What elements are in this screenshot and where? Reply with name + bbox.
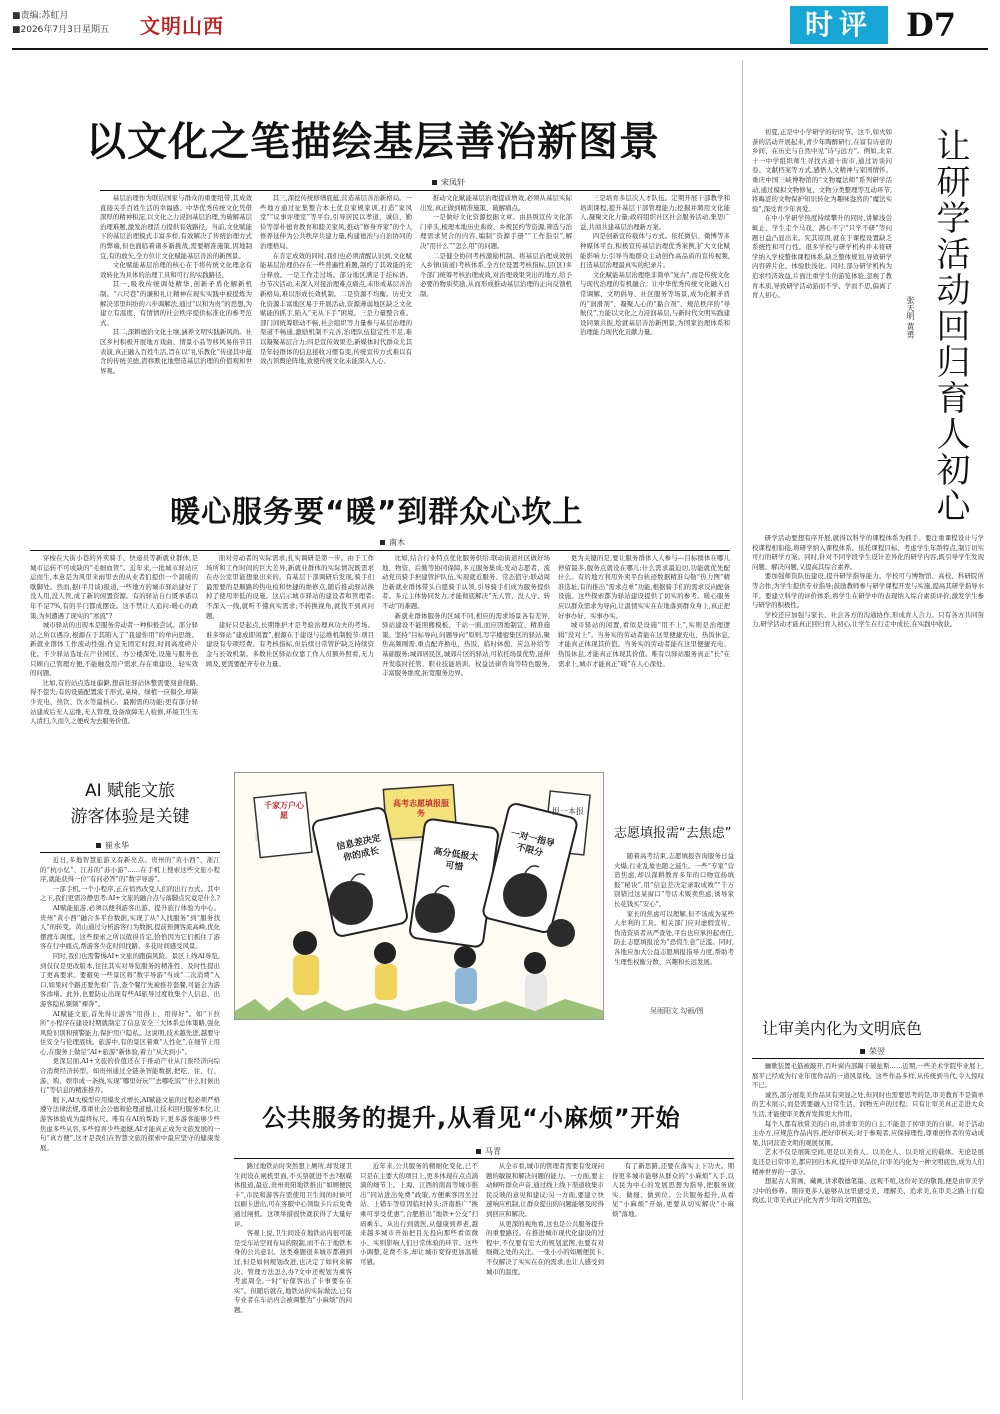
article2-paragraph: 更为关键的是,要让服务群体人人参与—目标群体在哪儿停留最多,服务点就设在哪儿;什么需求最迫切,功能就优先配什么。有的地方利用外卖平台轨迹数据精准勾勒“热力图”精准选址,有的推出“需求点单”功能,根据骑手们的需求反向配备设施。这些探索都为驿站建设提供了切实的参考。暖心服务应以群众需求为导向,让温情实实在在地落到群众身上,真正把好事办好、实事办实。 <box>558 554 730 620</box>
cartoon-phone-right-text: 一对一指导不限分 <box>509 828 556 859</box>
article3-title-line1: AI 赋能文旅 <box>84 781 176 801</box>
article3-paragraph: 一部手机,一个小程序,正在悄然改变人们的出行方式。其中之下,我们更需冷静思考:AI+文旅的融合点与落脚点究竟是什么? <box>40 884 220 903</box>
article5-paragraph: 近年来,公共服务的精细化变化,已不只是在主要大的项目上,更多体现在点点滴滴的细节上。上海、江西的南昌等城市推出“同站进出免费”政策,方便乘客因坐过站、上错车等原因临时掉头;济南推广“换乘可享受优惠”,合肥推出“地铁+公交”扫码乘车。从出行到就医,从健康到养老,越来越多城市开始把目光投向那些看似微小、实则影响人们日常体验的环节。这些小调整,花费不多,却让城市变得更加温暖可感。 <box>360 1162 478 1266</box>
article1-paragraph: 文化赋能基层治理绝非简单“复古”,而是传统文化与现代治理的有机融合。让中华优秀传统文化融入日常调解、文明倡导、社区服务等场景,成为化解矛盾的“润滑剂”、凝聚人心的“黏合剂”、规范秩序的“导航仪”,方能以文化之力浸润基层,与新时代文明实践建设同频共振,绘就基层善治新图景,为国家治理体系和治理能力现代化贡献力量。 <box>580 270 730 337</box>
article4-body <box>614 852 734 1012</box>
article6-paragraph: 要加强师资队伍建设,提升研学指导能力。学校可与博物馆、高校、科研院所等合作,为学生提供专业指导;鼓励教师参与研学课程开发与实施,提高其研学指导水平。要建立科学的评价体系,将学生在研学中的表现纳入综合素质评价,激发学生参与研学的积极性。 <box>752 572 984 610</box>
author-marker-icon <box>380 540 385 545</box>
article3-paragraph: 近日,多地智慧旅游又有新亮点。贵州的“黄小西”、浙江的“杭小忆”、江苏的“苏小游”……在手机上搜索这些文旅小程序,就能获得一位“有问必答”的“数字导游”。 <box>40 856 220 884</box>
article6-column-top <box>752 128 892 530</box>
article2-paragraph: 面对劳动者的实际需求,扎实调研是第一步。由于工作场所和工作时间的巨大差异,新就业群体的实际情况既需求在办公室里能想象出来的。有基层干部调研后发现,骑手们最需要的是顺路的热电检和快捷的维修点,随后推动驿站换掉了使用率低的设施。这启示城市驿站的建设者和管理者:不深入一线,就听不懂真实需求;不转换视角,就找不到真问题。 <box>206 554 374 620</box>
article5-author <box>476 1146 501 1157</box>
cartoon-phone-left-text: 信息差决定你的成长 <box>335 833 382 864</box>
article2-paragraph: 新就业群体服务的区域不同,相应的需求场景各有差异,驿站建设不能照搬模板、千站一面,而应因地制宜、精准施策。坚持“目标导向,问题导向”原则,写字楼密集区的驿站,聚焦高频刚需,重点配齐换电、热饭、临时休憩、应急补给等基础服务;城郊居民区,城郊片区的驿站,可依托场景优势,延伸开发临时托管、职业技能培训、权益法律咨询等特色服务,丰富服务维度,拓宽服务边界。 <box>382 611 550 678</box>
article5-paragraph: 有了新思路,还要在落实上下功夫。期待更多城市能够从群众的“小麻烦”入手,以人民为中心的发展思想为指导,把服务做实、做细、做到位。公共服务提升,从看见“小麻烦”开始,更要从切实解决“小麻烦”落地。 <box>612 1162 734 1218</box>
article7-body <box>752 1062 984 1398</box>
article3-title-line2: 游客体验是关键 <box>70 807 190 827</box>
article2-column-3 <box>382 554 550 764</box>
article7-paragraph: 骊歌装置毛筋被敲开,百叶窗内部踢干破扯斯……近期,一些美术学院毕业展上,展平已经成为行业年度作品的一道风景线。这些作品多样,从传统到当代,令人惊叹不已。 <box>752 1062 984 1090</box>
article2-column-4 <box>558 554 730 764</box>
masthead-logo: 文明山西 <box>140 14 224 38</box>
article2-author-name: 南木 <box>389 538 405 547</box>
article1-paragraph: 四是创新宣传载体与方式。依托微信、微博等多种媒体平台,积极宣传基层治理优秀案例,扩大文化赋能影响力;引导当地群众主动创作高品质的宣传视频,打造基层治理最真实的纪录片。 <box>580 232 730 270</box>
article6-paragraph: 在中小学研学热度持续攀升的同时,讲解浅尝辄止、学生走个马戏、满心不宁“只学不研”等问题日益凸显出来。究其原因,就在于课程设置缺乏系统性和可行性。很多学校与研学机构并未将研学纳入学校整体课程体系,缺乏整体规划,导致研学内容碎片化、体验肤浅化。同时,部分研学机构为追求经济效益,片面注重学生的游览体验,忽视了教育本质,导致研学活动游而不学、学而不思,偏离了育人初心。 <box>752 214 892 300</box>
author-marker-icon <box>96 843 101 848</box>
article1-rule <box>100 190 720 191</box>
header-rule <box>12 48 988 50</box>
article2-title: 暖心服务要“暖”到群众心坎上 <box>170 495 584 530</box>
article7-paragraph: 诚然,部分展览美作品具有突显之处,但同时也需要思考的是,审美教育不是简单的艺术展示,而是需要融入日常生活、润物无声的过程。只有让审美真正走进大众生活,才能使审美教育发挥更大作用。 <box>752 1090 984 1118</box>
article5-column-1 <box>234 1162 352 1398</box>
article5-rule <box>234 1158 734 1159</box>
article1-paragraph: 三是培育多层次人才队伍。定期开展干部教学和培训课程,提升基层干部管理能力;挖掘并聘用文化能人,凝聚文化力量;政府组织社区社会服务活动,集思广益,共商共建基层治理新方案。 <box>580 194 730 231</box>
article1-author <box>432 177 465 188</box>
cartoon-illustration <box>234 772 604 1020</box>
cartoon-sign-left: 千家万户心愿 <box>264 801 304 820</box>
article6-paragraph: 研学活动要想有序开展,就得以科学的课程体系为抓手。要注重课程设计与学校课程相衔接,将研学纳入课程体系。依托课程目标、考虑学生年龄特点,制订切实可行的研学方案。同时,针对不同学段学生设计差异化的研学内容,既引导学生发现问题、解决问题,又提高其综合素养。 <box>752 534 984 571</box>
article1-paragraph: 推动文化赋能基层治理提质增效,必须从基层实际出发,真正做到精准施策、破解痛点。 <box>420 194 572 212</box>
article7-paragraph: 想起古人赏画、藏画,讲求敬德笔墨、远观不喧,这份对美的敬畏,便是由审美学习中的修养。期待更多人能够从这里感受美、理解美、追求美,在审美之路上行稳致远,让审美真正内化为青少年的文明底色。 <box>752 1177 984 1205</box>
article1-column-3 <box>420 194 572 470</box>
cartoon-sign-center: 高考志愿填报服务 <box>393 799 449 818</box>
article1-author-name: 宋凤轩 <box>441 178 465 187</box>
article4-paragraph: 随着高考结束,志愿填报咨询服务日益火爆,行业乱象也随之滋生。一些“专家”营造焦虑,却以深耕教育多年的口吻宣扬填报“秘诀”,用“信息差决定录取成败”“千万别错过这某窗口”等话术贩卖焦虑,诱导家长花钱买“安心”。 <box>614 852 734 908</box>
article1-column-1 <box>100 194 252 470</box>
article3-body <box>40 856 220 1398</box>
article2-author <box>380 537 405 548</box>
article5-column-4 <box>612 1162 734 1398</box>
article2-paragraph: 比如,结合行业特点优化服务供给:联动街道社区做好场地、物资、后勤等协同保障,多元服务集成;发动志愿者、流动党员骑手担建管护队伍,实现就近服务、常态值守;联动周边新就业群体带头自愿骑手认领,引导骑手们成为服务提供者。多元主体协同发力,才能彻底解决“无人管、没人守、转不动”的难题。 <box>382 554 550 610</box>
article5-author-name: 马青 <box>485 1147 501 1156</box>
article5-paragraph: 从全市看,城市的管理者需要有发现问题的敏锐和解决问题的能力。一方面,要主动倾听群众声音,通过线上线下渠道收集市民反映的意见和建议;另一方面,要建立快速响应机制,让群众提出的问题能够及时得到回应和解决。 <box>486 1162 604 1218</box>
article3-paragraph: AI赋能文旅,首先得让游客“用得上、用得好”。如“下拉所”小程序在建设时期就制定了信息安全三大体系总体策略,强化风险识别和预警能力,保护用户隐私。这说明,技术越先进,越要守住安全与伦理底线。旅游中,有的景区着重“人性化”,在细节上用心,在服务上做足“AI+旅游”新体验,着力“从大到小”。 <box>40 1009 220 1056</box>
article3-paragraph: AI赋能旅游,必须以便利游客出游、提升旅行体验为中心。贵州“黄小西”融合多平台数据,实现了从“人找服务”到“服务找人”的转变。黄山通过分析游客行为数据,提前预测客流高峰,优化摆渡车调度。这些探索之所以值得肯定,恰恰因为它们抓住了游客在行中痛点,帮游客少花时间找路、多花时间感受风景。 <box>40 903 220 951</box>
article2-column-2 <box>206 554 374 764</box>
article4-paragraph: 家长的焦虑可以理解,但不该成为某些人牟利的工具。相关部门应对虚假宣传、伪造资质者从严查处,平台也应承担起责任,防止志愿填报沦为“恐慌生意”泛滥。同时,各地应加大公益志愿填报指导力度,帮助考生理性权衡分数、兴趣和长远发展。 <box>614 909 734 966</box>
article3-author-name: 崔永华 <box>105 841 129 850</box>
article1-paragraph: 其三,深挖传统修缮底蕴,营造基层善治新格局。一些地方通过征集整合本土优良家规家训,打造“家风堂”“议事评理室”等平台,引导居民以孝道、诚信、勤俭等淳朴德育教育和睦美家风,推动“修身齐家”的个人修养延伸为公共秩序共建力量,构建德治与自治协同的治理格局。 <box>260 194 412 250</box>
author-marker-icon <box>860 1049 865 1054</box>
issue-weekday: 星期五 <box>82 25 110 35</box>
article6-column-bottom <box>752 534 984 966</box>
article1-paragraph: 二是健全协同考核激励机制。将基层治理成效纳入乡镇(街道)考核体系,全方位设置考核指标,层(区)多个部门统筹考核治理成效,对治理效果突出的地方,给予必要的物质奖励,从而形成推动基层治理的正向反馈机制。 <box>420 251 572 298</box>
article7-paragraph: 每个人都有欣赏美的自由,讲求审美的自主,不能忽了掉审美的自律。对于活动主办方,应规范作品内容,把好审核关;对于参观者,应保持理性,尊重创作者的劳动成果,共同营造文明的观展氛围。 <box>752 1119 984 1147</box>
article1-paragraph: 其一,吸收传统调处精华,创新矛盾化解新机制。“六尺巷”的谦和礼让精神在现实实践中被提炼为解决邻里纠纷的六步调解法,通过“以和为贵”的思想,为建立有温度、有情情的社会秩序提供标准化的参考范式。 <box>100 280 252 327</box>
page-number: D7 <box>906 6 957 44</box>
article1-paragraph: 一是做好文化资源挖掘文章。由县级宣传文化部门牵头,梳理本地历史典故、乡规民约等资源,筛选与治理需求契合的内容,编制“资源手册”“工作指引”,解决“用什么”“怎么用”的问题。 <box>420 213 572 250</box>
article1-paragraph: 文化赋能基层治理的核心在于将传统文化理念有效转化为具体的治理工具和可行的实践路径。 <box>100 261 252 279</box>
article2-paragraph: 城市驿站的闲置,看似是设施“用不上”,实则是治理逻辑“没对上”。当务实的劳动者能在这里便捷充电、热饭休息,才能真正体现其价值。当务实的劳动者能在这里便捷充电、热饭休息,才能真正体现其价值。唯有以驿站服务真正“长”在需求上,城市才能真正“暖”在人心深处。 <box>558 621 730 668</box>
author-marker-icon <box>476 1149 481 1154</box>
article1-title: 以文化之笔描绘基层善治新图景 <box>86 119 660 165</box>
article1-paragraph: 其二,深耕德治文化土壤,涵养文明实践新风尚。社区乡村积极开展地方戏曲、情景小品等移风易俗节目表演,真正融入百姓生活,旨在以“礼乐教化”传递其中蕴含的传统美德,潜移默化地塑造基层治理的价值观和世界观。 <box>100 328 252 375</box>
issue-date: ■2026年7月3日 <box>12 25 82 35</box>
article2-column-1 <box>30 554 198 764</box>
right-column-divider <box>742 60 743 1400</box>
article5-column-2 <box>360 1162 478 1398</box>
article2-paragraph: 穿梭在大街小巷的外卖骑手、快递员等新就业群体,是城市运转不可或缺的“毛细血管”。近年来,一批城市驿站应运而生,本意是为风里来雨里去的从业者们提供一个温暖的歇脚处。然而,据(半月谈)报道,一些地方的城市驿站建好了没人用,没人管,成了新的闲置资源。有的驿站自行既承诺以年不足7%,有的半门都成摆设。这不禁让人追问:暖心的政策,为何遭遇了现实的“寒流”? <box>30 554 198 620</box>
editor-credit: ■责编:苏虹月 <box>12 11 69 21</box>
article6-paragraph: 初夏,正是中小学研学的好时节。这不,如火如荼的活动开展起来,青少年陶醉研行,在富有诗意的乡间、在历史与自然中见“诗与远方”。例如,北京十一中学组织师生寻找古道十街市,通过访谈问卷、文献档案等方式,感悟人文精神与家国情怀。重庆中国三峡博物馆的“文物魔法师”系列研学活动,通过模拟文物修复、文物分类整理等互动环节,将晦涩的文物保护知识转化为趣味盎然的“魔法实验”,深受青少年喜爱。 <box>752 128 892 213</box>
article3-author <box>96 840 129 851</box>
cartoon-credit: 吴雨阳文 勾画/图 <box>650 1007 704 1015</box>
article2-paragraph: 比如,有的站点选址偏僻,想前往驿站休整需要刻意绕路,得不偿失;有的设施配置流于形式,桌椅、绿植一应俱全,却缺少充电、热饮、饮水等最核心、最刚需的功能;更有部分驿站建成后无人运维,无人管理,设备故障无人检修,环境卫生无人清扫,久而久之便成为去服务价值。 <box>30 678 198 726</box>
cartoon-phone-center-text: 高分低报太可惜 <box>432 846 479 874</box>
article5-paragraph: 从更深的视角看,这也是公共服务提升的重要路径。在推进城市现代化建设的过程中,不仅要有宏大的规划蓝图,也要有对细微之处的关注。一张小小的如厕便民卡,不仅解决了实实在在的需求,也让人感受到城市的温度。 <box>486 1219 604 1276</box>
article3-paragraph: 眼下,AI大模型应用爆发式增长,AI赋能文旅的过程必须严格遵守法律法规,尊重社会公德和伦理道德,让技术回归服务本位,让游客体验成为最终标尺。唯有在AI的帮助下,更多游客能够少些焦虑多些从容,多些惊喜少些遗憾,AI才能真正成为文旅发展的一句“真方便”,这才是我们在智慧文旅的探索中最应坚守的健康发展。 <box>40 1095 220 1152</box>
article1-column-2 <box>260 194 412 470</box>
cartoon-sign-right: 报一本报 <box>552 807 584 816</box>
article2-rule <box>30 550 730 551</box>
article7-title: 让审美内化为文明底色 <box>762 1019 923 1038</box>
article6-title: 让研学活动回归育人初心 <box>930 128 970 524</box>
article1-column-4 <box>580 194 730 470</box>
article2-paragraph: 城市驿站的出现本是服务劳动者一种积极尝试。部分驿站之所以遇冷,根源在于其陷入了“我建你用”的单向思维。新就业群体工作流动性强,作息无固定时段,时间高度碎片化。不少驿站选址在产业园区、办公楼深处,设施与服务也只顾自己管理方便,不能触及用户需求,存在重建设、轻实效的问题。 <box>30 621 198 678</box>
article6-paragraph: 学校还应加强与家长、社会各方的沟通协作,形成育人合力。只有各方共同努力,研学活动才能真正回归育人初心,让学生在行走中成长,在实践中收获。 <box>752 610 984 629</box>
article7-rule <box>752 1058 984 1059</box>
article3-paragraph: 同时,我们也需警惕AI+文旅的跑偏风险。景区上线AI导览,到仅仅是更改版本,往往其实对导览服务的精准性、及时性提出了更高要求。要避免一些景区将“数字导游”当成“二次消费”入口,如果问个路还要先看广告,查个餐厅先被推荐套餐,可能会为游客添堵。此外,也要防止出现有些AI旅导过度收集个人信息、出游客隐私频频“裸奔”。 <box>40 951 220 1008</box>
article5-paragraph: 客观上说,卫生间设在地铁站内很可能是受车站空间布局的限制,而不在于地铁本身的公共意识。这类难题很多城市都遇到过,但是如何规划改进,也决定了如何来解决、管理方法怎么办?文中还规划为乘客考虑周全,一时“好傢客出了卡事要在在实”。但随后就在,地铁站的实际做法,已有专业者在车站内会被调整为“小麻烦”的问题。 <box>234 1229 352 1314</box>
article5-paragraph: 路过地铁站时突然想上厕所,却发现卫生间设在闸机里面,不买票就进不去?据媒体报道,最近,贵州贵阳地铁推出“如厕便民卡”,市民和游客在需使用卫生间的时候可以刷卡进出,可在客服中心领取卡片后免费通过闸机。这项举措很快就获得了大量好评。 <box>234 1162 352 1228</box>
article7-paragraph: 艺术不仅是展陈空间,更是以美育人、以美化人、以美培元的载体。无论是展览还是日常审美,都应回归本真,提升审美品位,让审美内化为一种文明底色,成为人们精神世界的一部分。 <box>752 1148 984 1176</box>
article6-author: 张天明 黄勇 <box>906 296 915 339</box>
article7-author-name: 荣翌 <box>869 1047 885 1056</box>
article5-column-3 <box>486 1162 604 1398</box>
author-marker-icon <box>432 180 437 185</box>
article1-paragraph: 基层治理作为联结国家与群众的重要纽带,其成效直接关乎百姓生活的幸福感。中华优秀传统文化凭借深厚的精神积淀,以文化之力浸润基层治理,为破解基层治理难题,激发治理活力提供有效路径。当前,文化赋能下的基层治理模式丰富多样,有效解决了传统治理方式的弊端,但也面临着诸多新挑战,需要精准施策,因地制宜,有的放矢,全方位让文化赋能基层善治的新图景。 <box>100 194 252 260</box>
section-badge: 时评 <box>790 6 888 44</box>
article7-author <box>860 1046 885 1057</box>
article1-paragraph: 在肯定成效的同时,我们也必须清醒认识到,文化赋能基层治理仍存在一些普遍性难题,制约了其效能的充分释放。一是工作走过场。部分地区满足于挂标语、办节次活动,未深入对接治理难点痛点,未形成基层善治新格局,难以形成长效机制。二是资源不均衡。历史文化资源丰富地区易于开展活动,资源薄弱地区缺乏文化赋能的抓手,陷入“无从下手”困境。三是力量整合难。部门间统筹联动不畅,社会组织等力量参与基层治理的渠道不畅通,激励机制不完善,治理队伍稳定性不足,难以凝聚基层合力;四是宣传效果差,新媒体时代群众尤其是年轻群体的信息接收习惯有变,传统宣传方式难以有效占领舆论阵地,致使传统文化未能深入人心。 <box>260 251 412 366</box>
article4-title: 志愿填报需“去焦虑” <box>614 826 732 841</box>
article3-rule <box>40 852 220 853</box>
article5-title: 公共服务的提升,从看见“小麻烦”开始 <box>262 1104 681 1132</box>
article2-paragraph: 建好只是起点,长期维护才是考验治理真功夫的考场。谁多驿站“建成即闲置”,根源在于建设与运维机制脱节:项目建设有专项经费、有考核指标,但后续日常管护缺乏持续资金与长效机制。多数社区驿站仅靠工作人员额外照看,无力顾及,更需要配齐专业力量。 <box>206 621 374 668</box>
article3-title <box>40 778 220 830</box>
article3-paragraph: 更深层面,AI+文旅的价值还在于推动产业从门票经济向综合消费经济转型。如贵州通过全链条智能数据,把吃、住、行、游、购、娱串成一条线,实现“哪里好玩”“去哪吃饭”“什么时候出行”等信息的精准推荐。 <box>40 1057 220 1095</box>
